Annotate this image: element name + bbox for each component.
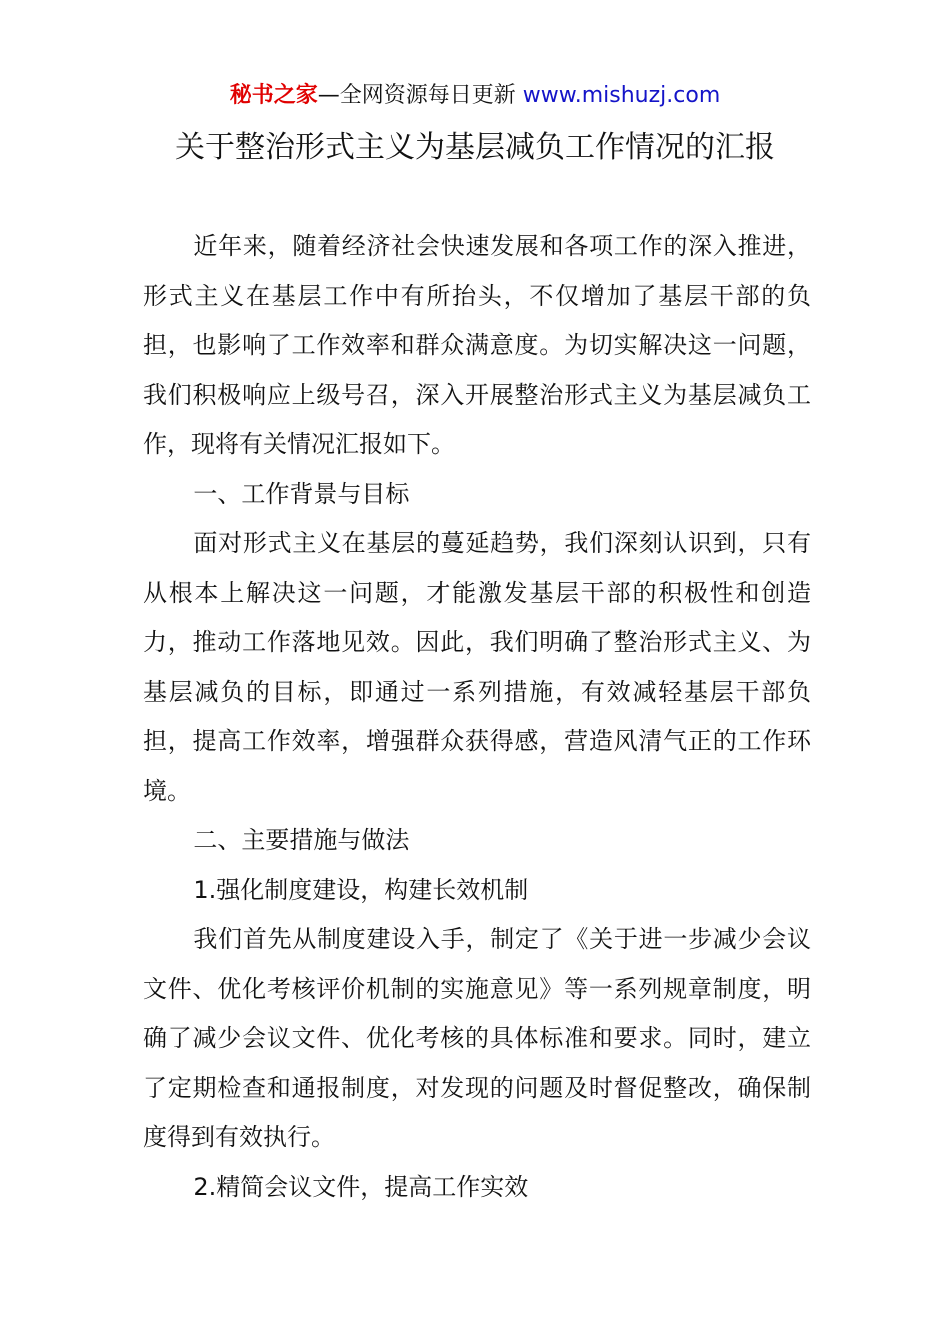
- document-body: [143, 222, 811, 1212]
- site-banner: [0, 80, 950, 112]
- brand-name: 秘书之家: [229, 83, 318, 108]
- subsection-heading-2: 2.精简会议文件，提高工作实效: [193, 1172, 529, 1201]
- intro-paragraph: 近年来，随着经济社会快速发展和各项工作的深入推进，形式主义在基层工作中有所抬头，不仅增加了基层干部的负担，也影响了工作效率和群众满意度。为切实解决这一问题，我们积极响应上级号召，深入开展整治形式主义为基层减负工作，现将有关情况汇报如下。: [143, 232, 811, 458]
- section-heading-2: 二、主要措施与做法: [193, 826, 410, 854]
- section-heading-1: 一、工作背景与目标: [193, 479, 410, 508]
- section-1-paragraph: 面对形式主义在基层的蔓延趋势，我们深刻认识到，只有从根本上解决这一问题，才能激发基层干部的积极性和创造力，推动工作落地见效。因此，我们明确了整治形式主义、为基层减负的目标，即通过一系列措施，有效减轻基层干部负担，提高工作效率，增强群众获得感，营造风清气正的工作环境。: [143, 529, 811, 805]
- subsection-1-paragraph: 我们首先从制度建设入手，制定了《关于进一步减少会议文件、优化考核评价机制的实施意见》等一系列规章制度，明确了减少会议文件、优化考核的具体标准和要求。同时，建立了定期检查和通报制度，对发现的问题及时督促整改，确保制度得到有效执行。: [143, 925, 811, 1151]
- document-title: 关于整治形式主义为基层减负工作情况的汇报: [175, 130, 775, 165]
- site-url-link[interactable]: www.mishuzj.com: [522, 83, 721, 108]
- banner-tagline: —全网资源每日更新: [317, 83, 523, 108]
- subsection-heading-1: 1.强化制度建设，构建长效机制: [193, 875, 529, 904]
